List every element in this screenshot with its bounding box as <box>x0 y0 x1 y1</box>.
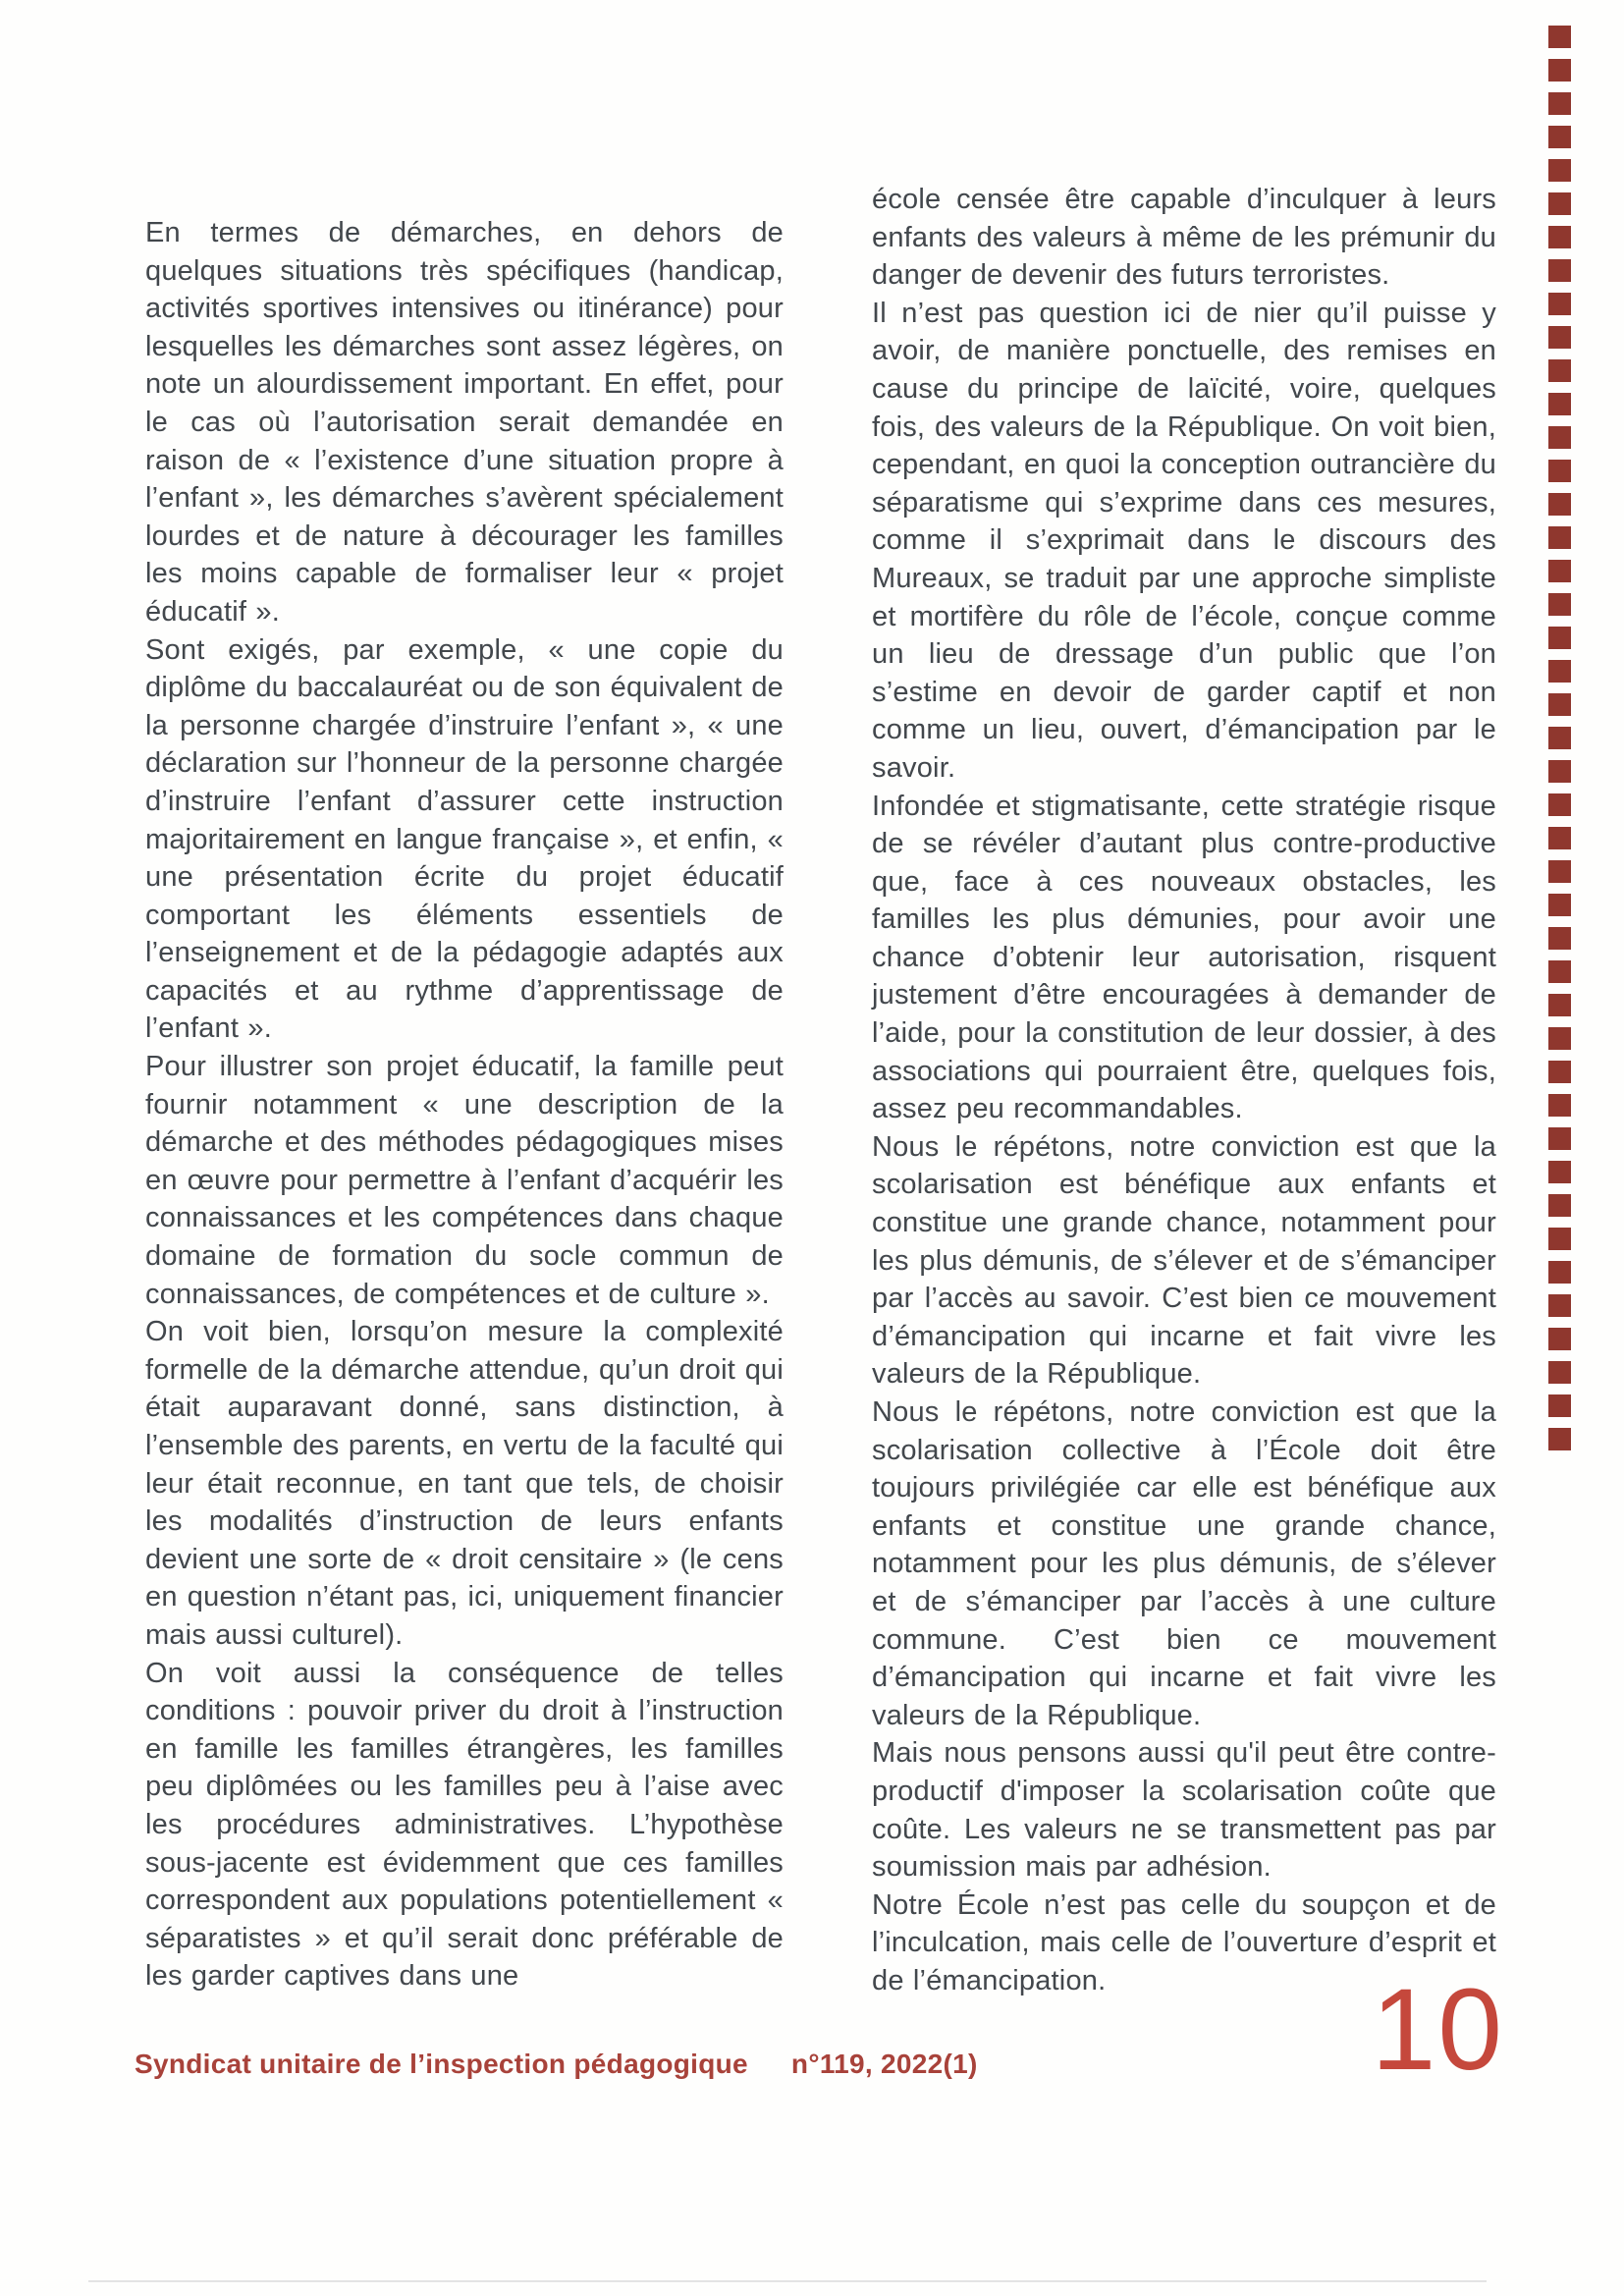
publication-name: Syndicat unitaire de l’inspection pédagogique <box>135 2049 748 2079</box>
edge-square <box>1548 526 1571 549</box>
edge-square <box>1548 960 1571 983</box>
edge-square <box>1548 426 1571 449</box>
edge-square <box>1548 26 1571 48</box>
edge-square <box>1548 1161 1571 1183</box>
edge-square <box>1548 927 1571 950</box>
edge-square <box>1548 793 1571 816</box>
edge-square <box>1548 693 1571 716</box>
edge-square <box>1548 1194 1571 1217</box>
edge-square <box>1548 994 1571 1016</box>
edge-square <box>1548 1328 1571 1350</box>
left-text-column <box>145 214 784 1995</box>
paragraph: école censée être capable d’inculquer à leurs enfants des valeurs à même de les prémunir du danger de devenir des futurs terroristes. <box>872 184 1496 292</box>
edge-square <box>1548 760 1571 783</box>
edge-square <box>1548 1361 1571 1384</box>
edge-square <box>1548 259 1571 282</box>
edge-square <box>1548 1061 1571 1083</box>
edge-square <box>1548 493 1571 516</box>
edge-square <box>1548 460 1571 482</box>
edge-square <box>1548 1394 1571 1417</box>
edge-square <box>1548 359 1571 382</box>
edge-square <box>1548 1127 1571 1150</box>
edge-square <box>1548 159 1571 182</box>
edge-square <box>1548 727 1571 749</box>
edge-square <box>1548 226 1571 248</box>
paragraph: On voit aussi la conséquence de telles conditions : pouvoir priver du droit à l’instruction en famille les familles étrangères, les familles peu diplômées ou les familles peu à l’aise avec les procédures administratives. L’hypothèse sous-jacente est évidemment que ces familles correspondent aux populations potentiellement « séparatistes » et qu’il serait donc préférable de les garder captives dans une <box>145 1657 784 1993</box>
edge-square <box>1548 1027 1571 1050</box>
paragraph: Il n’est pas question ici de nier qu’il puisse y avoir, de manière ponctuelle, des remises en cause du principe de laïcité, voire, quelques fois, des valeurs de la République. On voit bien, cependant, en quoi la conception outrancière du séparatisme qui s’exprime dans ces mesures, comme il s’exprimait dans le discours des Mureaux, se traduit par une approche simpliste et mortifère du rôle de l’école, conçue comme un lieu de dressage d’un public que l’on s’estime en devoir de garder captif et non comme un lieu, ouvert, d’émancipation par le savoir. <box>872 297 1496 784</box>
paragraph: Notre École n’est pas celle du soupçon et de l’inculcation, mais celle de l’ouverture d’esprit et de l’émancipation. <box>872 1888 1496 1996</box>
edge-square <box>1548 1294 1571 1317</box>
edge-square <box>1548 59 1571 82</box>
edge-square <box>1548 560 1571 582</box>
page-number: 10 <box>1371 1965 1504 2095</box>
paragraph: Infondée et stigmatisante, cette stratégie risque de se révéler d’autant plus contre-productive que, face à ces nouveaux obstacles, les familles les plus démunies, pour avoir une chance d’obtenir leur autorisation, risquent justement d’être encouragées à demander de l’aide, pour la constitution de leur dossier, à des associations qui pourraient être, quelques fois, assez peu recommandables. <box>872 790 1496 1125</box>
edge-square <box>1548 660 1571 683</box>
paragraph: Pour illustrer son projet éducatif, la famille peut fournir notamment « une description de la démarche et des méthodes pédagogiques mises en œuvre pour permettre à l’enfant d’acquérir les connaissances et les compétences dans chaque domaine de formation du socle commun de connaissances, de compétences et de culture ». <box>145 1051 784 1310</box>
edge-square <box>1548 126 1571 148</box>
paragraph: En termes de démarches, en dehors de quelques situations très spécifiques (handicap, activités sportives intensives ou itinérance) pour lesquelles les démarches sont assez légères, on note un alourdissement important. En effet, pour le cas où l’autorisation serait demandée en raison de « l’existence d’une situation propre à l’enfant », les démarches s’avèrent spécialement lourdes et de nature à décourager les familles les moins capable de formaliser leur « projet éducatif ». <box>145 217 784 628</box>
edge-square <box>1548 1261 1571 1284</box>
issue-number: n°119, 2022(1) <box>790 2049 978 2079</box>
paragraph: Nous le répétons, notre conviction est que la scolarisation est bénéfique aux enfants et constitue une grande chance, notamment pour les plus démunis, de s’élever et de s’émanciper par l’accès au savoir. C’est bien ce mouvement d’émancipation qui incarne et fait vivre les valeurs de la République. <box>872 1130 1496 1391</box>
edge-square <box>1548 393 1571 415</box>
edge-square <box>1548 1228 1571 1250</box>
edge-square <box>1548 894 1571 916</box>
page-footer <box>135 2049 978 2080</box>
edge-square <box>1548 1094 1571 1117</box>
edge-square <box>1548 192 1571 215</box>
edge-square <box>1548 293 1571 315</box>
edge-square <box>1548 593 1571 616</box>
paragraph: Mais nous pensons aussi qu'il peut être contre-productif d'imposer la scolarisation coûte que coûte. Les valeurs ne se transmettent pas par soumission mais par adhésion. <box>872 1737 1496 1884</box>
edge-square <box>1548 1428 1571 1450</box>
edge-square <box>1548 827 1571 849</box>
paragraph: On voit bien, lorsqu’on mesure la complexité formelle de la démarche attendue, qu’un droit qui était auparavant donné, sans distinction, à l’ensemble des parents, en vertu de la faculté qui leur était reconnue, en tant que tels, de choisir les modalités d’instruction de leurs enfants devient une sorte de « droit censitaire » (le cens en question n’étant pas, ici, uniquement financier mais aussi culturel). <box>145 1316 784 1651</box>
paragraph: Nous le répétons, notre conviction est que la scolarisation collective à l’École doit être toujours privilégiée car elle est bénéfique aux enfants et constitue une grande chance, notamment pour les plus démunis, de s’élever et de s’émanciper par l’accès à une culture commune. C’est bien ce mouvement d’émancipation qui incarne et fait vivre les valeurs de la République. <box>872 1396 1496 1731</box>
scan-edge-artifact <box>88 2280 1487 2282</box>
edge-square <box>1548 860 1571 883</box>
edge-square <box>1548 326 1571 349</box>
edge-square <box>1548 92 1571 115</box>
right-text-column <box>872 181 1496 2000</box>
paragraph: Sont exigés, par exemple, « une copie du diplôme du baccalauréat ou de son équivalent de la personne chargée d’instruire l’enfant », « une déclaration sur l’honneur de la personne chargée d’instruire l’enfant d’assurer cette instruction majoritairement en langue française », et enfin, « une présentation écrite du projet éducatif comportant les éléments essentiels de l’enseignement et de la pédagogie adaptés aux capacités et au rythme d’apprentissage de l’enfant ». <box>145 633 784 1045</box>
edge-square <box>1548 627 1571 649</box>
